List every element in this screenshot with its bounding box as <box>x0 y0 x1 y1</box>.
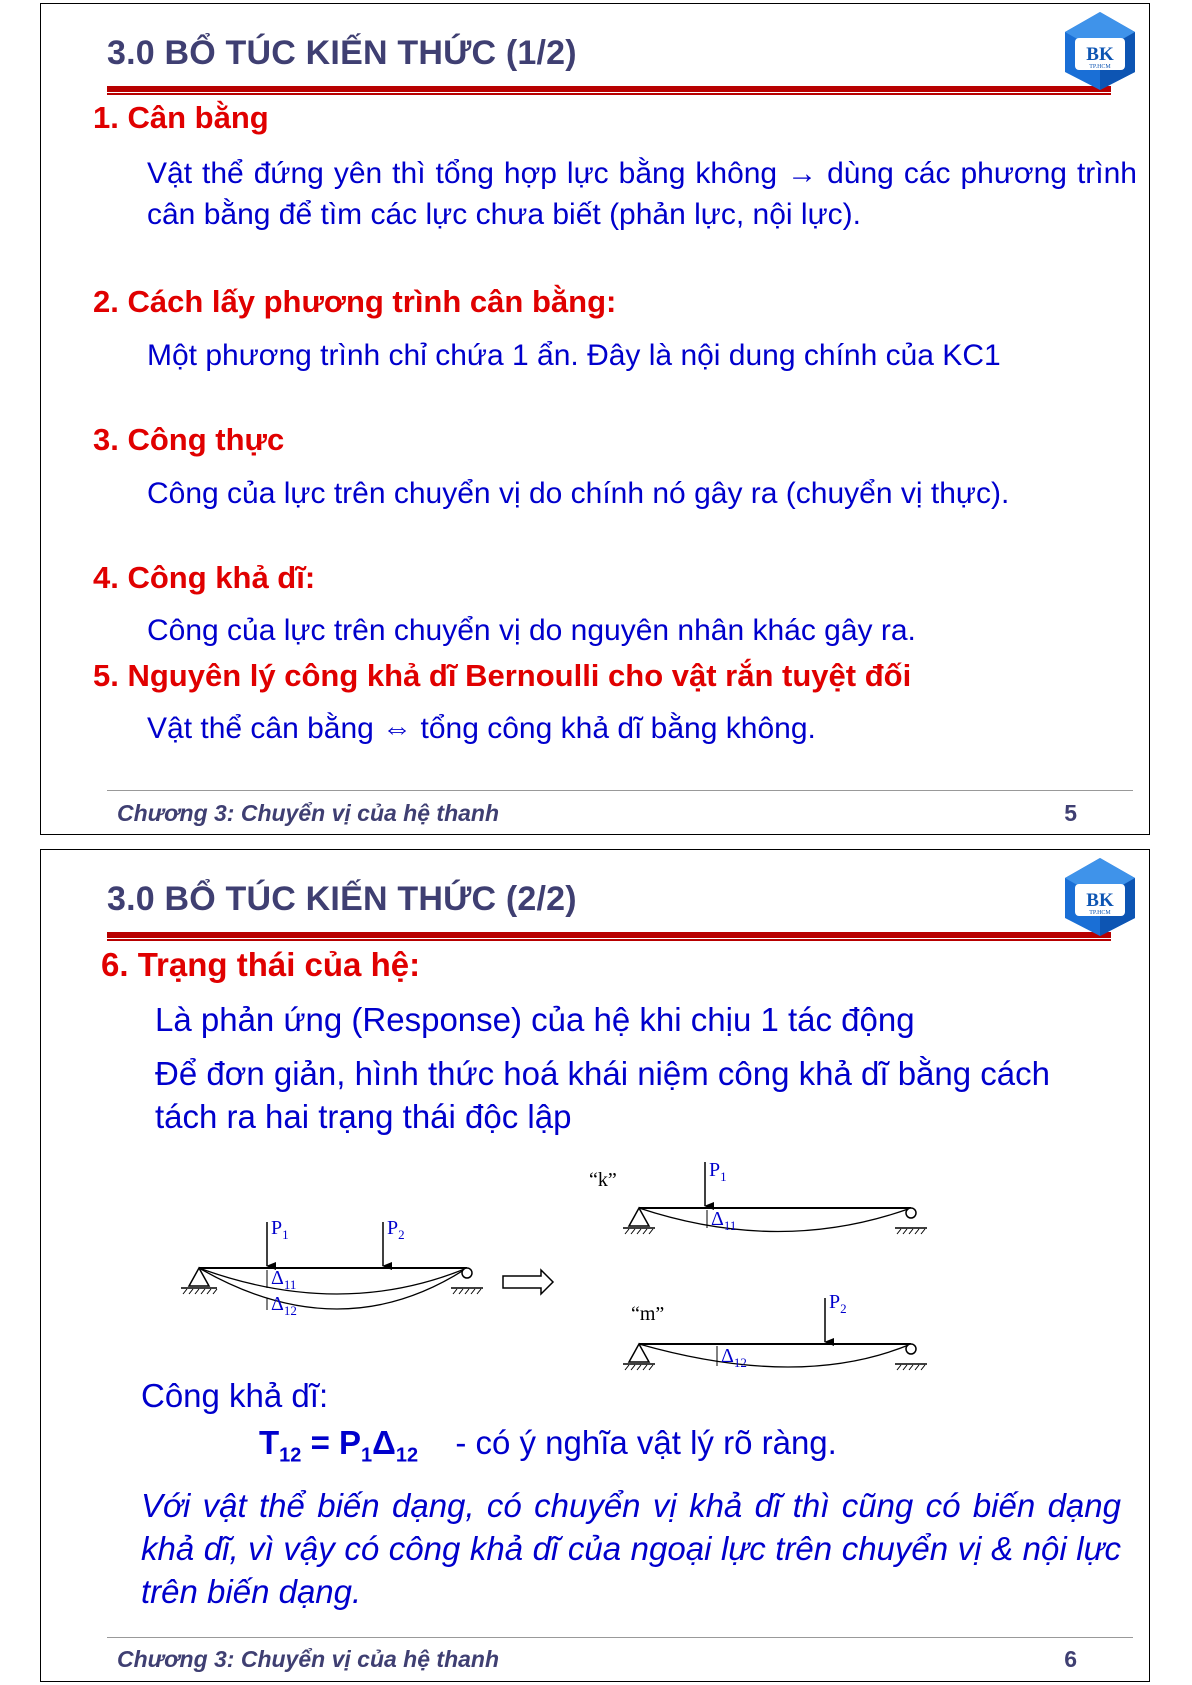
title-rule-thin <box>107 93 1111 95</box>
footer-chapter: Chương 3: Chuyển vị của hệ thanh <box>117 1646 500 1672</box>
logo-subtext: TP.HCM <box>1089 910 1111 916</box>
section-body-3: Công của lực trên chuyển vị do chính nó gây ra (chuyển vị thực). <box>147 477 1010 510</box>
state-separation: Để đơn giản, hình thức hoá khái niệm công khả dĩ bằng cách tách ra hai trạng thái độc lập <box>155 1055 1050 1135</box>
footer-chapter: Chương 3: Chuyển vị của hệ thanh <box>117 800 500 826</box>
bk-logo-icon <box>1061 10 1139 92</box>
slide-1 <box>40 3 1150 835</box>
section-heading-2: 2. Cách lấy phương trình cân bằng: <box>93 284 617 319</box>
slide-2 <box>40 849 1150 1682</box>
state-definition: Là phản ứng (Response) của hệ khi chịu 1 tác động <box>155 1001 915 1038</box>
logo-subtext: TP.HCM <box>1089 64 1111 70</box>
svg-text:P1: $P_1$ <box>271 1217 289 1242</box>
logo-text: BK <box>1086 44 1114 65</box>
svg-text:P2: $P_2$ <box>829 1291 847 1316</box>
section-heading-4: 4. Công khả dĩ: <box>93 560 316 595</box>
deformable-body-note: Với vật thể biến dạng, có chuyển vị khả dĩ thì cũng có biến dạng khả dĩ, vì vậy có công khả dĩ của ngoại lực trên chuyển vị & nội lực trên biến dạng. <box>141 1487 1121 1610</box>
section-body-2: Một phương trình chỉ chứa 1 ẩn. Đây là nội dung chính của KC1 <box>147 339 1001 372</box>
svg-text:Δ12: $\Delta_{12}$ <box>721 1345 747 1370</box>
combined-beam <box>181 1222 483 1310</box>
state-m-beam <box>623 1298 927 1370</box>
section-heading-5: 5. Nguyên lý công khả dĩ Bernoulli cho vật rắn tuyệt đối <box>93 658 912 693</box>
slide-title: 3.0 BỔ TÚC KIẾN THỨC (1/2) <box>107 34 577 72</box>
section-body-4: Công của lực trên chuyển vị do nguyên nhân khác gây ra. <box>147 614 916 647</box>
state-m-labels <box>631 1291 847 1370</box>
virtual-work-formula: $T_{12} = P_1\Delta_{12}$ - có ý nghĩa vật lý rõ ràng. <box>259 1424 837 1467</box>
section-heading-6: 6. Trạng thái của hệ: <box>101 946 421 983</box>
title-rule <box>107 86 1111 92</box>
state-k-labels <box>589 1169 617 1191</box>
virtual-work-label: Công khả dĩ: <box>141 1377 329 1414</box>
state-k-beam <box>623 1162 927 1234</box>
section-body-1: Vật thể đứng yên thì tổng hợp lực bằng không → dùng các phương trình cân bằng để tìm các lực chưa biết (phản lực, nội lực). <box>147 157 1137 231</box>
svg-text:Δ11: $\Delta_{11}$ <box>271 1267 297 1292</box>
svg-text:P2: $P_2$ <box>387 1217 405 1242</box>
page-number: 5 <box>1064 800 1077 826</box>
svg-text:Δ12: $\Delta_{12}$ <box>271 1293 297 1318</box>
svg-text:P1: $P_1$ <box>709 1159 727 1184</box>
section-heading-3: 3. Công thực <box>93 422 285 457</box>
svg-text:“m”: “m” <box>631 1303 665 1325</box>
section-body-5: Vật thể cân bằng ⇔ tổng công khả dĩ bằng không. <box>147 712 816 745</box>
transform-arrow-icon <box>503 1270 553 1294</box>
svg-text:Δ11: $\Delta_{11}$ <box>711 1208 737 1233</box>
footer-divider <box>107 1637 1133 1638</box>
footer-divider <box>107 790 1133 791</box>
slide-title: 3.0 BỔ TÚC KIẾN THỨC (2/2) <box>107 880 577 918</box>
logo-text: BK <box>1086 890 1114 911</box>
svg-text:“k”: “k” <box>589 1169 617 1191</box>
section-heading-1: 1. Cân bằng <box>93 100 269 135</box>
page-number: 6 <box>1064 1646 1077 1672</box>
beam-diagram <box>41 850 1151 1410</box>
